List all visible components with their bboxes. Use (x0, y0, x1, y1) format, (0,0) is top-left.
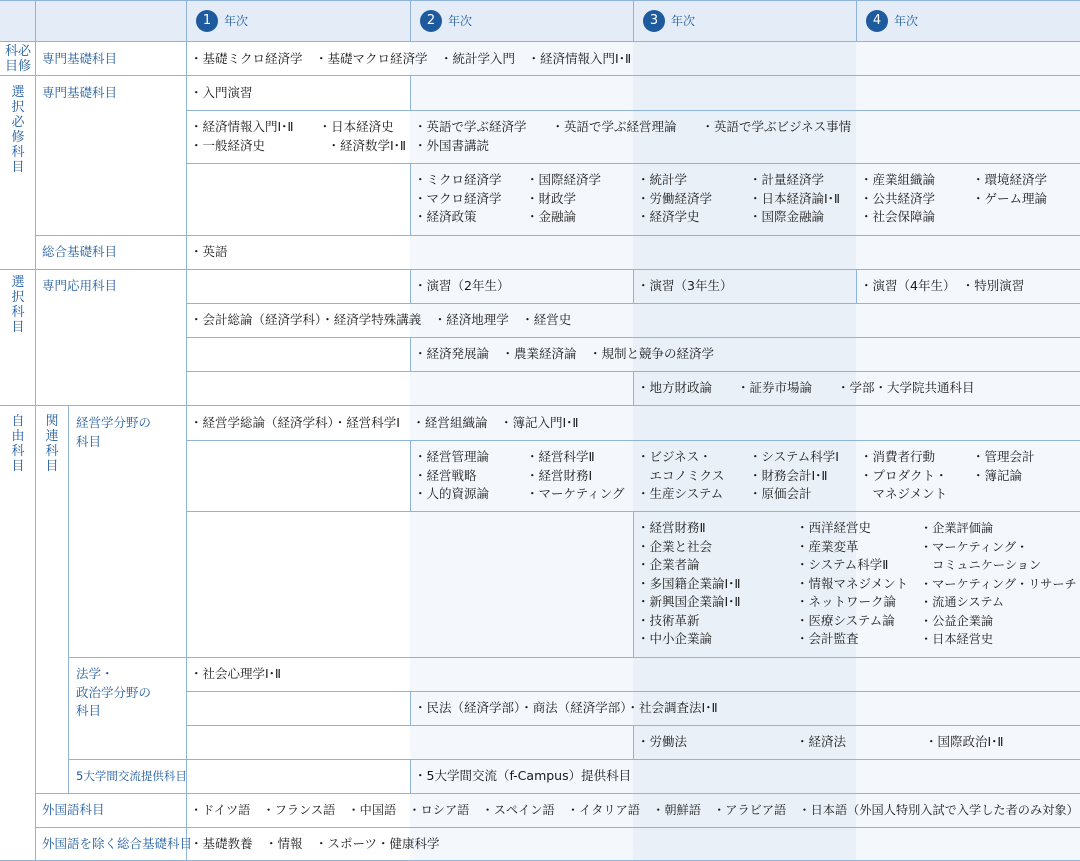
row-keizai-col5: ・産業組織論 ・公共経済学 ・社会保障論 (860, 172, 936, 224)
row-enshu-2: ・演習（2年生） (414, 278, 510, 293)
year-4-label: 年次 (894, 14, 919, 28)
year-4-badge: 4 (866, 10, 888, 32)
row-kaikei-soron: ・会計総論（経済学科）・経済学特殊講義 ・経済地理学 ・経営史 (190, 312, 572, 327)
row-sentaku-2: ・英語で学ぶ経済学 ・英語で学ぶ経営理論 ・英語で学ぶビジネス事情 ・外国書講読 (414, 119, 852, 153)
category-keiei: 経営学分野の 科目 (76, 415, 152, 449)
section-sentaku: 選 択 科 目 (11, 275, 25, 335)
year-3-header (633, 0, 856, 41)
row-keizai-col4: ・計量経済学 ・日本経済論Ⅰ･Ⅱ ・国際金融論 (749, 172, 841, 224)
row-keizai-col6: ・環境経済学 ・ゲーム理論 (972, 172, 1048, 206)
row-keiei-col2: ・経営科学Ⅱ ・経営財務Ⅰ ・マーケティング (526, 449, 625, 501)
category-hogaku: 法学・ 政治学分野の 科目 (76, 666, 152, 718)
section-hissyu: 科必 目修 (4, 44, 31, 74)
row-keiei-adv-col1: ・経営財務Ⅱ ・企業と社会 ・企業者論 ・多国籍企業論Ⅰ･Ⅱ ・新興国企業論Ⅰ･Ⅱ ・技術革新 ・中小企業論 (637, 520, 741, 646)
category-sogo-kiso: 総合基礎科目 (42, 244, 118, 259)
row-sentaku-1: ・経済情報入門Ⅰ･Ⅱ ・日本経済史 ・一般経済史 ・経済数学Ⅰ･Ⅱ (190, 119, 407, 153)
year-4-header (856, 0, 1080, 41)
category-senmon-kiso-1: 専門基礎科目 (42, 51, 118, 66)
row-minpo: ・民法（経済学部）・商法（経済学部）・社会調査法Ⅰ･Ⅱ (414, 700, 718, 715)
year-1-column (186, 41, 410, 861)
year-2-label: 年次 (448, 14, 473, 28)
row-go-daigaku: ・5大学間交流（f-Campus）提供科目 (414, 768, 632, 783)
row-shakai-shinri: ・社会心理学Ⅰ･Ⅱ (190, 666, 282, 681)
year-1-badge: 1 (196, 10, 218, 32)
row-keiei-col4: ・システム科学Ⅰ ・財務会計Ⅰ･Ⅱ ・原価会計 (749, 449, 839, 501)
year-2-badge: 2 (420, 10, 442, 32)
row-keizai-ho: ・経済法 (796, 734, 847, 749)
row-enshu-4: ・演習（4年生） ・特別演習 (860, 278, 1025, 293)
category-go-daigaku: 5大学間交流提供科目 (76, 769, 187, 783)
row-gaikokugo: ・ドイツ語 ・フランス語 ・中国語 ・ロシア語 ・スペイン語 ・イタリア語 ・朝鮮語 ・アラビア語 ・日本語（外国人特別入試で入学した者のみ対象） (190, 803, 1079, 817)
section-sentaku-hissyu: 選 択 必 修 科 目 (11, 85, 25, 175)
year-1-label: 年次 (224, 14, 249, 28)
row-hissyu-courses: ・基礎ミクロ経済学 ・基礎マクロ経済学 ・統計学入門 ・経済情報入門Ⅰ･Ⅱ (190, 51, 632, 66)
year-3-badge: 3 (643, 10, 665, 32)
row-enshu-3: ・演習（3年生） (637, 278, 733, 293)
section-jiyu: 自 由 科 目 (11, 414, 25, 474)
row-rodo-ho: ・労働法 (637, 734, 688, 749)
row-keiei-col6: ・管理会計 ・簿記論 (972, 449, 1035, 483)
row-kiso-kyoyo: ・基礎教養 ・情報 ・スポーツ・健康科学 (190, 836, 440, 851)
category-senmon-kiso-2: 専門基礎科目 (42, 85, 118, 100)
section-kanren: 関 連 科 目 (45, 414, 59, 474)
row-nyumon-enshu: ・入門演習 (190, 85, 253, 100)
category-sogo-kiso-ex: 外国語を除く総合基礎科目 (42, 836, 193, 851)
row-chiho-zaisei: ・地方財政論 ・証券市場論 ・学部・大学院共通科目 (637, 380, 975, 395)
row-keiei-adv-col2: ・西洋経営史 ・産業変革 ・システム科学Ⅱ ・情報マネジメント ・ネットワーク論 ・医療システム論 ・会計監査 (796, 520, 909, 646)
category-gaikokugo: 外国語科目 (42, 802, 105, 817)
category-senmon-oyo: 専門応用科目 (42, 278, 118, 293)
year-3-label: 年次 (671, 14, 696, 28)
year-1-header (186, 0, 410, 41)
row-keizai-col3: ・統計学 ・労働経済学 ・経済学史 (637, 172, 713, 224)
row-kokusai-seiji: ・国際政治Ⅰ･Ⅱ (925, 734, 1004, 749)
row-keiei-col1: ・経営管理論 ・経営戦略 ・人的資源論 (414, 449, 490, 501)
year-2-header (410, 0, 633, 41)
row-keizai-col1: ・ミクロ経済学 ・マクロ経済学 ・経済政策 (414, 172, 502, 224)
row-keizai-col2: ・国際経済学 ・財政学 ・金融論 (526, 172, 602, 224)
row-keiei-col3: ・ビジネス・ エコノミクス ・生産システム (637, 449, 725, 501)
row-keiei-col5: ・消費者行動 ・プロダクト・ マネジメント (860, 449, 948, 501)
row-keiei-adv-col3: ・企業評価論 ・マーケティング・ コミュニケーション ・マーケティング・リサーチ ・流通システム ・公益企業論 ・日本経営史 (920, 521, 1077, 646)
row-keizai-hatten: ・経済発展論 ・農業経済論 ・規制と競争の経済学 (414, 346, 715, 361)
row-eigo: ・英語 (190, 244, 228, 259)
row-keiei-soron: ・経営学総論（経済学科）・経営科学Ⅰ ・経営組織論 ・簿記入門Ⅰ･Ⅱ (190, 415, 579, 430)
